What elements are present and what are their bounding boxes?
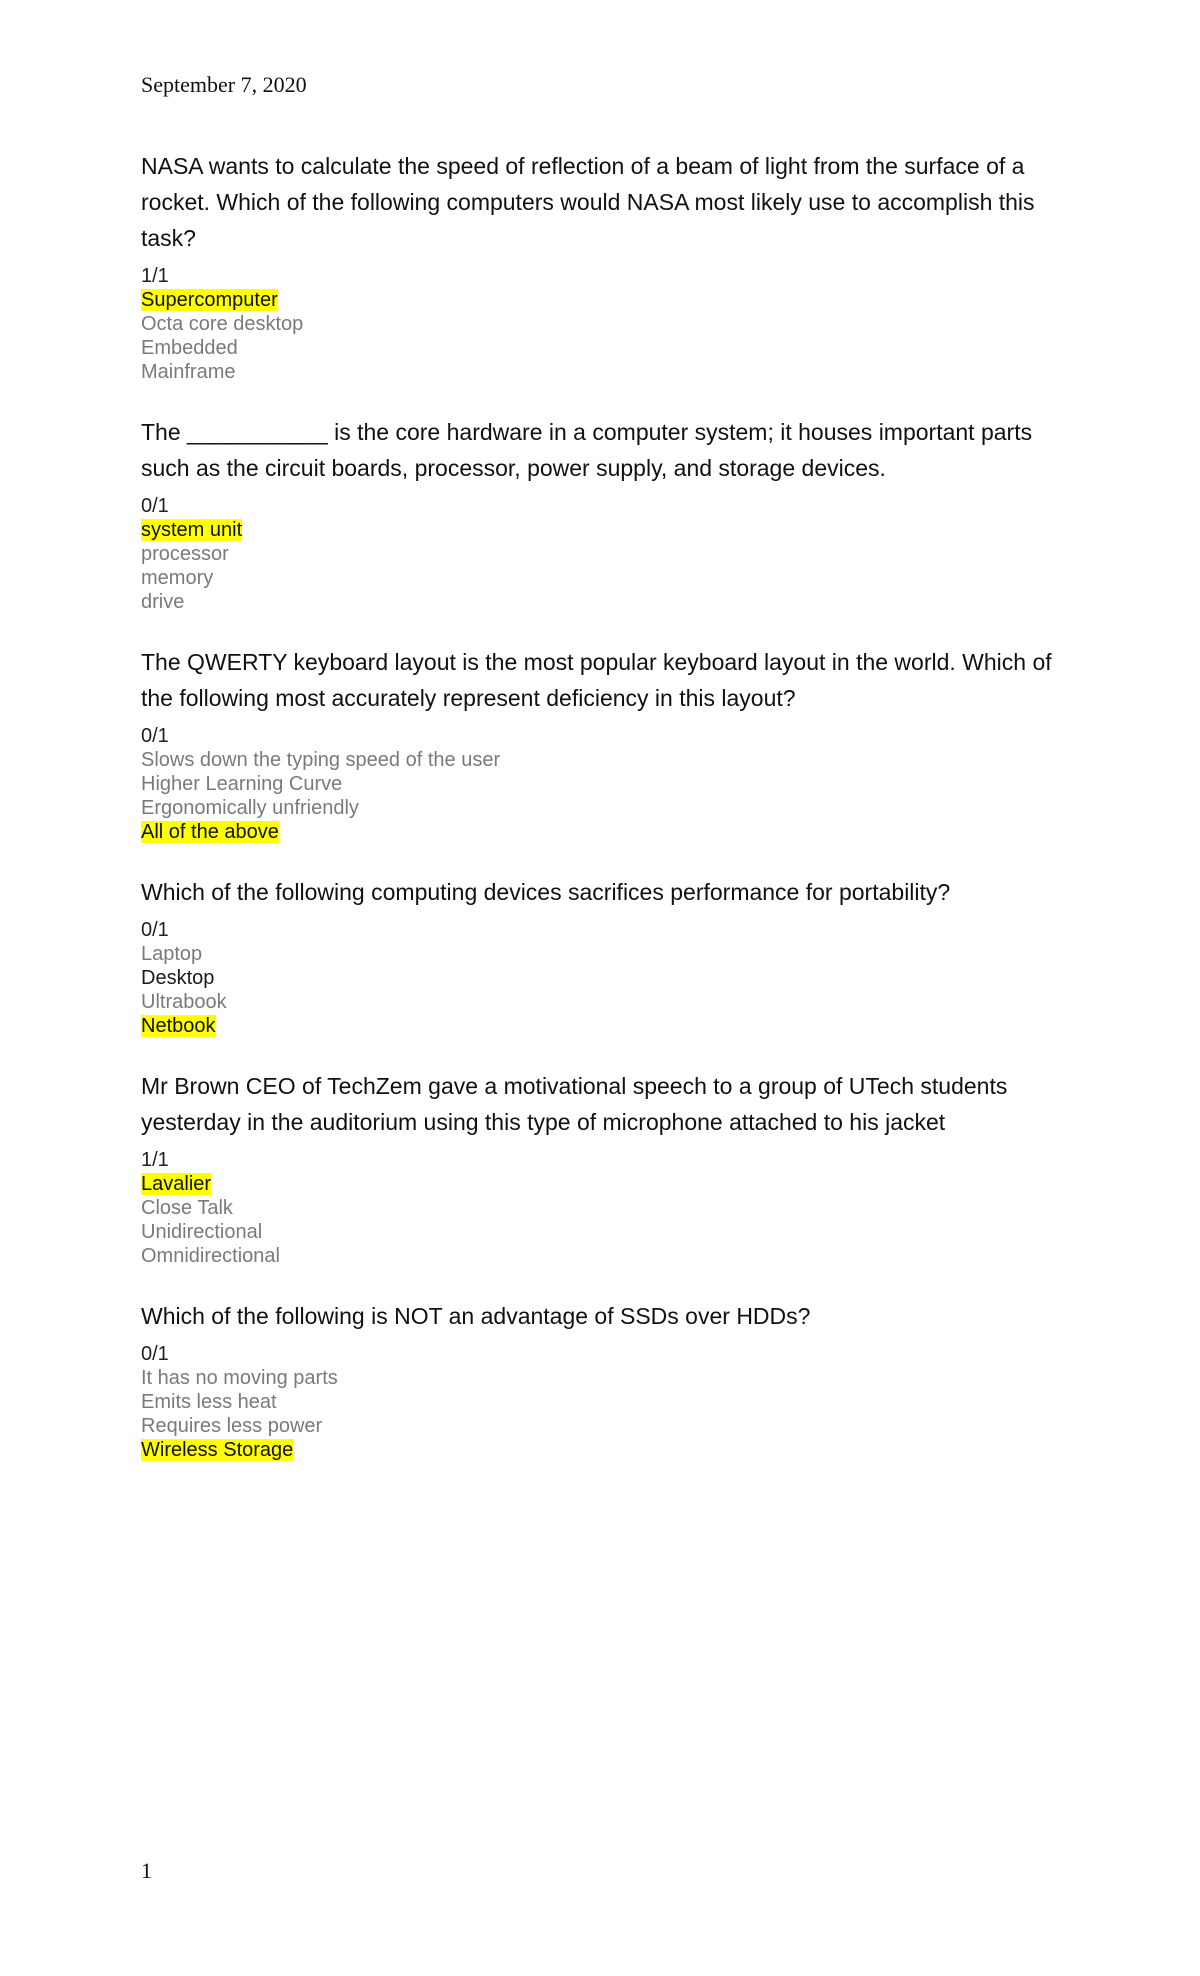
question-score: 1/1 xyxy=(141,265,169,287)
answer-option: Embedded xyxy=(141,337,238,359)
answer-option: Ultrabook xyxy=(141,991,227,1013)
answer-option-selected xyxy=(141,1438,1061,1462)
question-1 xyxy=(141,148,1061,384)
answer-highlight: Lavalier xyxy=(141,1173,212,1195)
answer-option: Slows down the typing speed of the user xyxy=(141,749,501,771)
quiz-content xyxy=(141,148,1061,1492)
answer-options xyxy=(141,1172,1061,1268)
question-score: 0/1 xyxy=(141,1343,169,1365)
answer-option: drive xyxy=(141,591,185,613)
answer-option: Mainframe xyxy=(141,361,236,383)
answer-option: Omnidirectional xyxy=(141,1245,280,1267)
question-text: Which of the following computing devices sacrifices performance for portability? xyxy=(141,879,951,905)
answer-option: Ergonomically unfriendly xyxy=(141,797,359,819)
question-text: The QWERTY keyboard layout is the most popular keyboard layout in the world. Which of the following most accurately represent deficiency in this layout? xyxy=(141,649,1052,711)
question-4 xyxy=(141,874,1061,1038)
page-number: 1 xyxy=(141,1858,152,1883)
question-2 xyxy=(141,414,1061,614)
question-text: NASA wants to calculate the speed of reflection of a beam of light from the surface of a rocket. Which of the following computers would NASA most likely use to accomplish this task? xyxy=(141,153,1035,251)
answer-option-selected xyxy=(141,518,1061,542)
answer-highlight: system unit xyxy=(141,519,243,541)
answer-option: Laptop xyxy=(141,943,203,965)
answer-highlight: Wireless Storage xyxy=(141,1439,294,1461)
answer-option-selected xyxy=(141,288,1061,312)
question-score: 0/1 xyxy=(141,495,169,517)
question-score: 1/1 xyxy=(141,1149,169,1171)
answer-option: Emits less heat xyxy=(141,1391,277,1413)
answer-option: processor xyxy=(141,543,229,565)
answer-option-selected xyxy=(141,820,1061,844)
answer-option-selected xyxy=(141,1172,1061,1196)
question-text: The ___________ is the core hardware in a computer system; it houses important parts such as the circuit boards, processor, power supply, and storage devices. xyxy=(141,419,1033,481)
answer-option: memory xyxy=(141,567,214,589)
answer-options xyxy=(141,748,1061,844)
answer-highlight: All of the above xyxy=(141,821,279,843)
question-3 xyxy=(141,644,1061,844)
answer-highlight: Supercomputer xyxy=(141,289,278,311)
answer-option-selected xyxy=(141,1014,1061,1038)
answer-options xyxy=(141,288,1061,384)
answer-option: Requires less power xyxy=(141,1415,323,1437)
answer-option-correct: Desktop xyxy=(141,967,215,989)
question-score: 0/1 xyxy=(141,725,169,747)
answer-option: Octa core desktop xyxy=(141,313,304,335)
answer-option: Higher Learning Curve xyxy=(141,773,343,795)
answer-option: It has no moving parts xyxy=(141,1367,338,1389)
answer-option: Close Talk xyxy=(141,1197,233,1219)
question-5 xyxy=(141,1068,1061,1268)
question-score: 0/1 xyxy=(141,919,169,941)
answer-options xyxy=(141,1366,1061,1462)
question-6 xyxy=(141,1298,1061,1462)
answer-highlight: Netbook xyxy=(141,1015,216,1037)
answer-options xyxy=(141,518,1061,614)
document-date: September 7, 2020 xyxy=(141,72,307,97)
question-text: Mr Brown CEO of TechZem gave a motivational speech to a group of UTech students yesterday in the auditorium using this type of microphone attached to his jacket xyxy=(141,1073,1008,1135)
answer-option: Unidirectional xyxy=(141,1221,263,1243)
answer-options xyxy=(141,942,1061,1038)
question-text: Which of the following is NOT an advantage of SSDs over HDDs? xyxy=(141,1303,811,1329)
